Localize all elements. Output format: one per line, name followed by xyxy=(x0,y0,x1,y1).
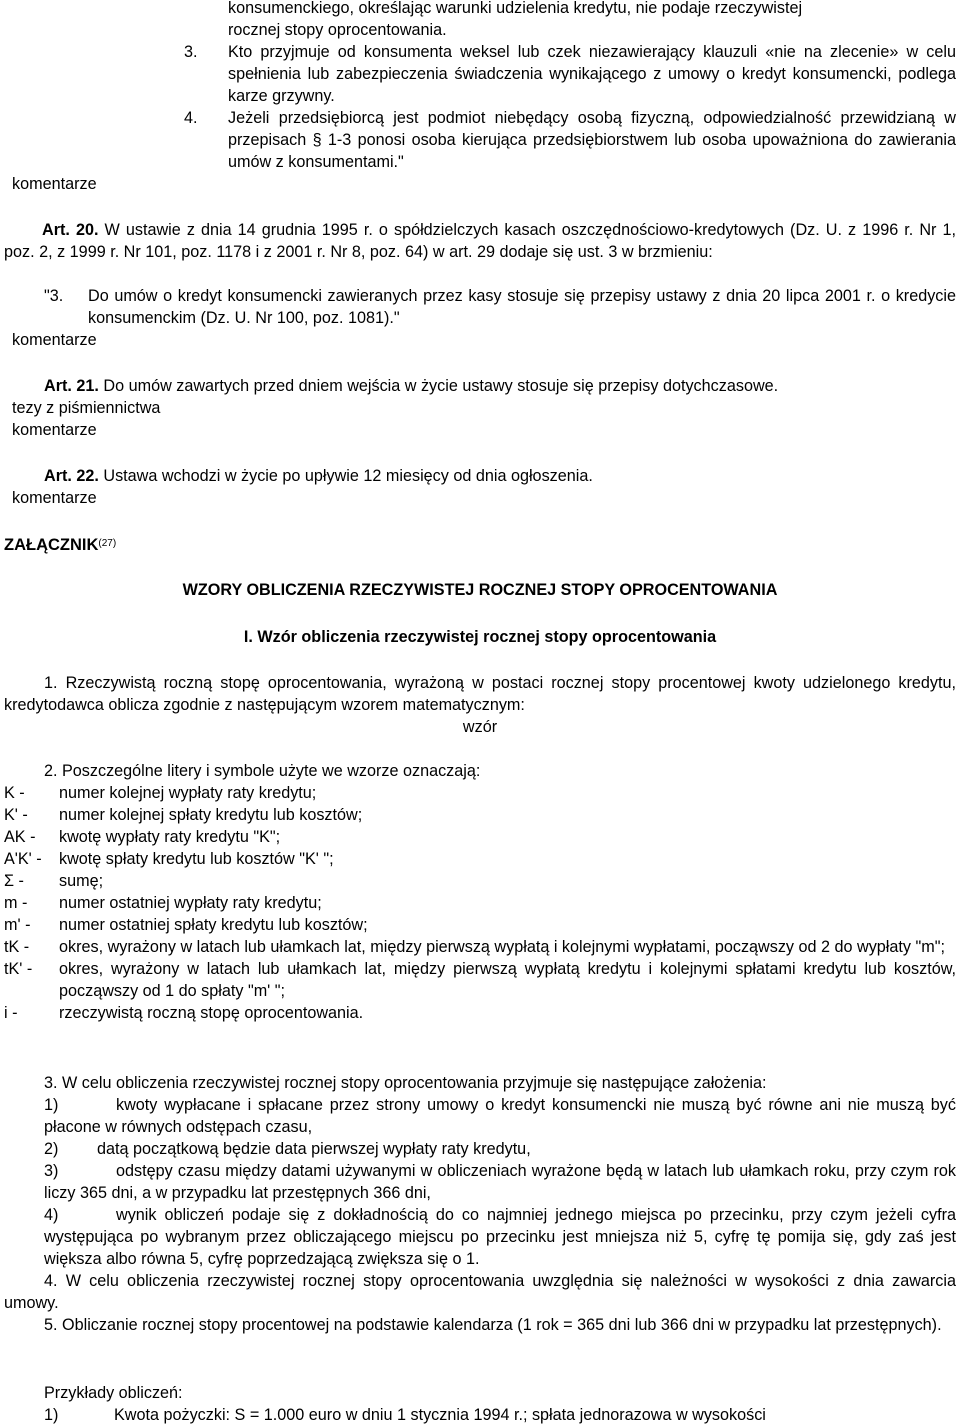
paragraph-3: 3. W celu obliczenia rzeczywistej rocznej stopy oprocentowania przyjmuje się następujące założenia: xyxy=(44,1074,767,1092)
p3-item-3-text: odstępy czasu między datami używanymi w obliczeniach wyrażone będą w latach lub ułamkach roku, przy czym rok liczy 365 dni, a w przypadku lat przestępnych 366 dni, xyxy=(44,1162,956,1202)
komentarze-link[interactable]: komentarze xyxy=(12,489,97,507)
symbol-row: m' - numer ostatniej spłaty kredytu lub kosztów; xyxy=(4,916,368,934)
p3-item-4 xyxy=(44,1204,956,1270)
p3-item-2 xyxy=(44,1138,956,1160)
annex-title xyxy=(4,534,116,556)
continuation-line-1: konsumenckiego, określając warunki udzielenia kredytu, nie podaje rzeczywistej xyxy=(228,0,803,17)
symbol-row: tK - okres, wyrażony w latach lub ułamkach lat, między pierwszą wypłatą i kolejnymi wypłatami, począwszy od 2 do wypłaty "m"; xyxy=(4,938,945,956)
item-3-text: Kto przyjmuje od konsumenta weksel lub czek niezawierający klauzuli «nie na zlecenie» w celu spełnienia lub zabezpieczenia świadczenia wynikającego z umowy o kredyt konsumencki, podlega karze grzywny. xyxy=(228,43,956,105)
art-21-label: Art. 21. xyxy=(44,377,99,395)
p3-item-1-number: 1) xyxy=(44,1096,59,1114)
p3-item-2-number: 2) xyxy=(44,1140,59,1158)
item-4-text: Jeżeli przedsiębiorcą jest podmiot niebędący osobą fizyczną, odpowiedzialność przewidzianą w przepisach § 1-3 ponosi osoba kierująca przedsiębiorstwem lub osoba upoważniona do zawierania umów z konsumentami." xyxy=(228,109,956,171)
continuation-text xyxy=(228,0,956,41)
art-20-text: W ustawie z dnia 14 grudnia 1995 r. o spółdzielczych kasach oszczędnościowo-kredytowych (Dz. U. z 1996 r. Nr 1, poz. 2, z 1999 r. Nr 101, poz. 1178 i z 2001 r. Nr 8, poz. 64) w art. 29 dodaje się ust. 3 w brzmieniu: xyxy=(4,221,956,261)
art-22-text: Ustawa wchodzi w życie po upływie 12 miesięcy od dnia ogłoszenia. xyxy=(98,467,593,485)
examples-label: Przykłady obliczeń: xyxy=(44,1384,183,1402)
annex-heading: WZORY OBLICZENIA RZECZYWISTEJ ROCZNEJ STOPY OPROCENTOWANIA xyxy=(182,581,778,599)
symbol-row: i - rzeczywistą roczną stopę oprocentowania. xyxy=(4,1004,364,1022)
annex-footnote-link[interactable]: (27) xyxy=(98,538,117,549)
example-1-number: 1) xyxy=(44,1406,59,1424)
tezy-link[interactable]: tezy z piśmiennictwa xyxy=(12,399,161,417)
p3-item-1 xyxy=(44,1094,956,1138)
art-20-item-number: "3. xyxy=(44,287,64,305)
komentarze-link[interactable]: komentarze xyxy=(12,421,97,439)
art-21-paragraph xyxy=(44,375,956,397)
paragraph-1: 1. Rzeczywistą roczną stopę oprocentowania, wyrażoną w postaci rocznej stopy procentowej kwoty udzielonego kredytu, kredytodawca oblicza zgodnie z następującym wzorem matematycznym: xyxy=(4,674,956,714)
paragraph-2: 2. Poszczególne litery i symbole użyte we wzorze oznaczają: xyxy=(44,762,481,780)
symbol-row: Σ - sumę; xyxy=(4,872,104,890)
symbol-row: AK - kwotę wypłaty raty kredytu "K"; xyxy=(4,828,281,846)
symbol-row: A'K' - kwotę spłaty kredytu lub kosztów "K' "; xyxy=(4,850,334,868)
item-4-number: 4. xyxy=(184,109,198,127)
symbol-row: m - numer ostatniej wypłaty raty kredytu; xyxy=(4,894,322,912)
symbol-row: tK' - okres, wyrażony w latach lub ułamkach lat, między pierwszą wypłatą kredytu i kolejnymi spłatami kredytu lub kosztów, począwszy od 1 do spłaty "m' "; xyxy=(4,960,956,1000)
art-20-paragraph xyxy=(4,219,956,263)
example-1-text: Kwota pożyczki: S = 1.000 euro w dniu 1 stycznia 1994 r.; spłata jednorazowa w wysokości xyxy=(114,1406,766,1424)
annex-title-text: ZAŁĄCZNIK xyxy=(4,536,99,554)
symbol-row: K' - numer kolejnej spłaty kredytu lub kosztów; xyxy=(4,806,363,824)
section-1-heading: I. Wzór obliczenia rzeczywistej rocznej stopy oprocentowania xyxy=(243,628,717,646)
art-22-paragraph xyxy=(44,465,956,487)
paragraph-4: 4. W celu obliczenia rzeczywistej rocznej stopy oprocentowania uwzględnia się należności w wysokości z dnia zawarcia umowy. xyxy=(4,1272,956,1312)
art-20-item-text: Do umów o kredyt konsumencki zawieranych przez kasy stosuje się przepisy ustawy z dnia 20 lipca 2001 r. o kredycie konsumenckim (Dz. U. Nr 100, poz. 1081)." xyxy=(88,287,956,327)
symbol-definition-list xyxy=(4,782,956,1024)
p3-item-1-text: kwoty wypłacane i spłacane przez strony umowy o kredyt konsumencki nie muszą być równe ani nie muszą być płacone w równych odstępach czasu, xyxy=(44,1096,956,1136)
komentarze-link[interactable]: komentarze xyxy=(12,331,97,349)
p3-item-4-number: 4) xyxy=(44,1206,59,1224)
p3-item-3 xyxy=(44,1160,956,1204)
formula-placeholder: wzór xyxy=(462,718,498,736)
art-22-label: Art. 22. xyxy=(44,467,99,485)
symbol-row: K - numer kolejnej wypłaty raty kredytu; xyxy=(4,784,317,802)
art-21-text: Do umów zawartych przed dniem wejścia w życie ustawy stosuje się przepisy dotychczasowe. xyxy=(98,377,779,395)
komentarze-link[interactable]: komentarze xyxy=(12,175,97,193)
p3-item-2-text: datą początkową będzie data pierwszej wypłaty raty kredytu, xyxy=(97,1140,531,1158)
p3-item-3-number: 3) xyxy=(44,1162,59,1180)
art-20-label: Art. 20. xyxy=(42,221,99,239)
p3-item-4-text: wynik obliczeń podaje się z dokładnością do co najmniej jednego miejsca po przecinku, przy czym jeżeli cyfra występująca po wybranym przez obliczającego miejscu po przecinku jest mniejsza niż 5, cyfrę tę pomija się, gdy zaś jest większa albo równa 5, cyfrę poprzedzającą zwiększa się o 1. xyxy=(44,1206,956,1268)
paragraph-5: 5. Obliczanie rocznej stopy procentowej na podstawie kalendarza (1 rok = 365 dni lub 366 dni w przypadku lat przestępnych). xyxy=(44,1316,942,1334)
continuation-line-2: rocznej stopy oprocentowania. xyxy=(228,21,447,39)
item-3-number: 3. xyxy=(184,43,198,61)
